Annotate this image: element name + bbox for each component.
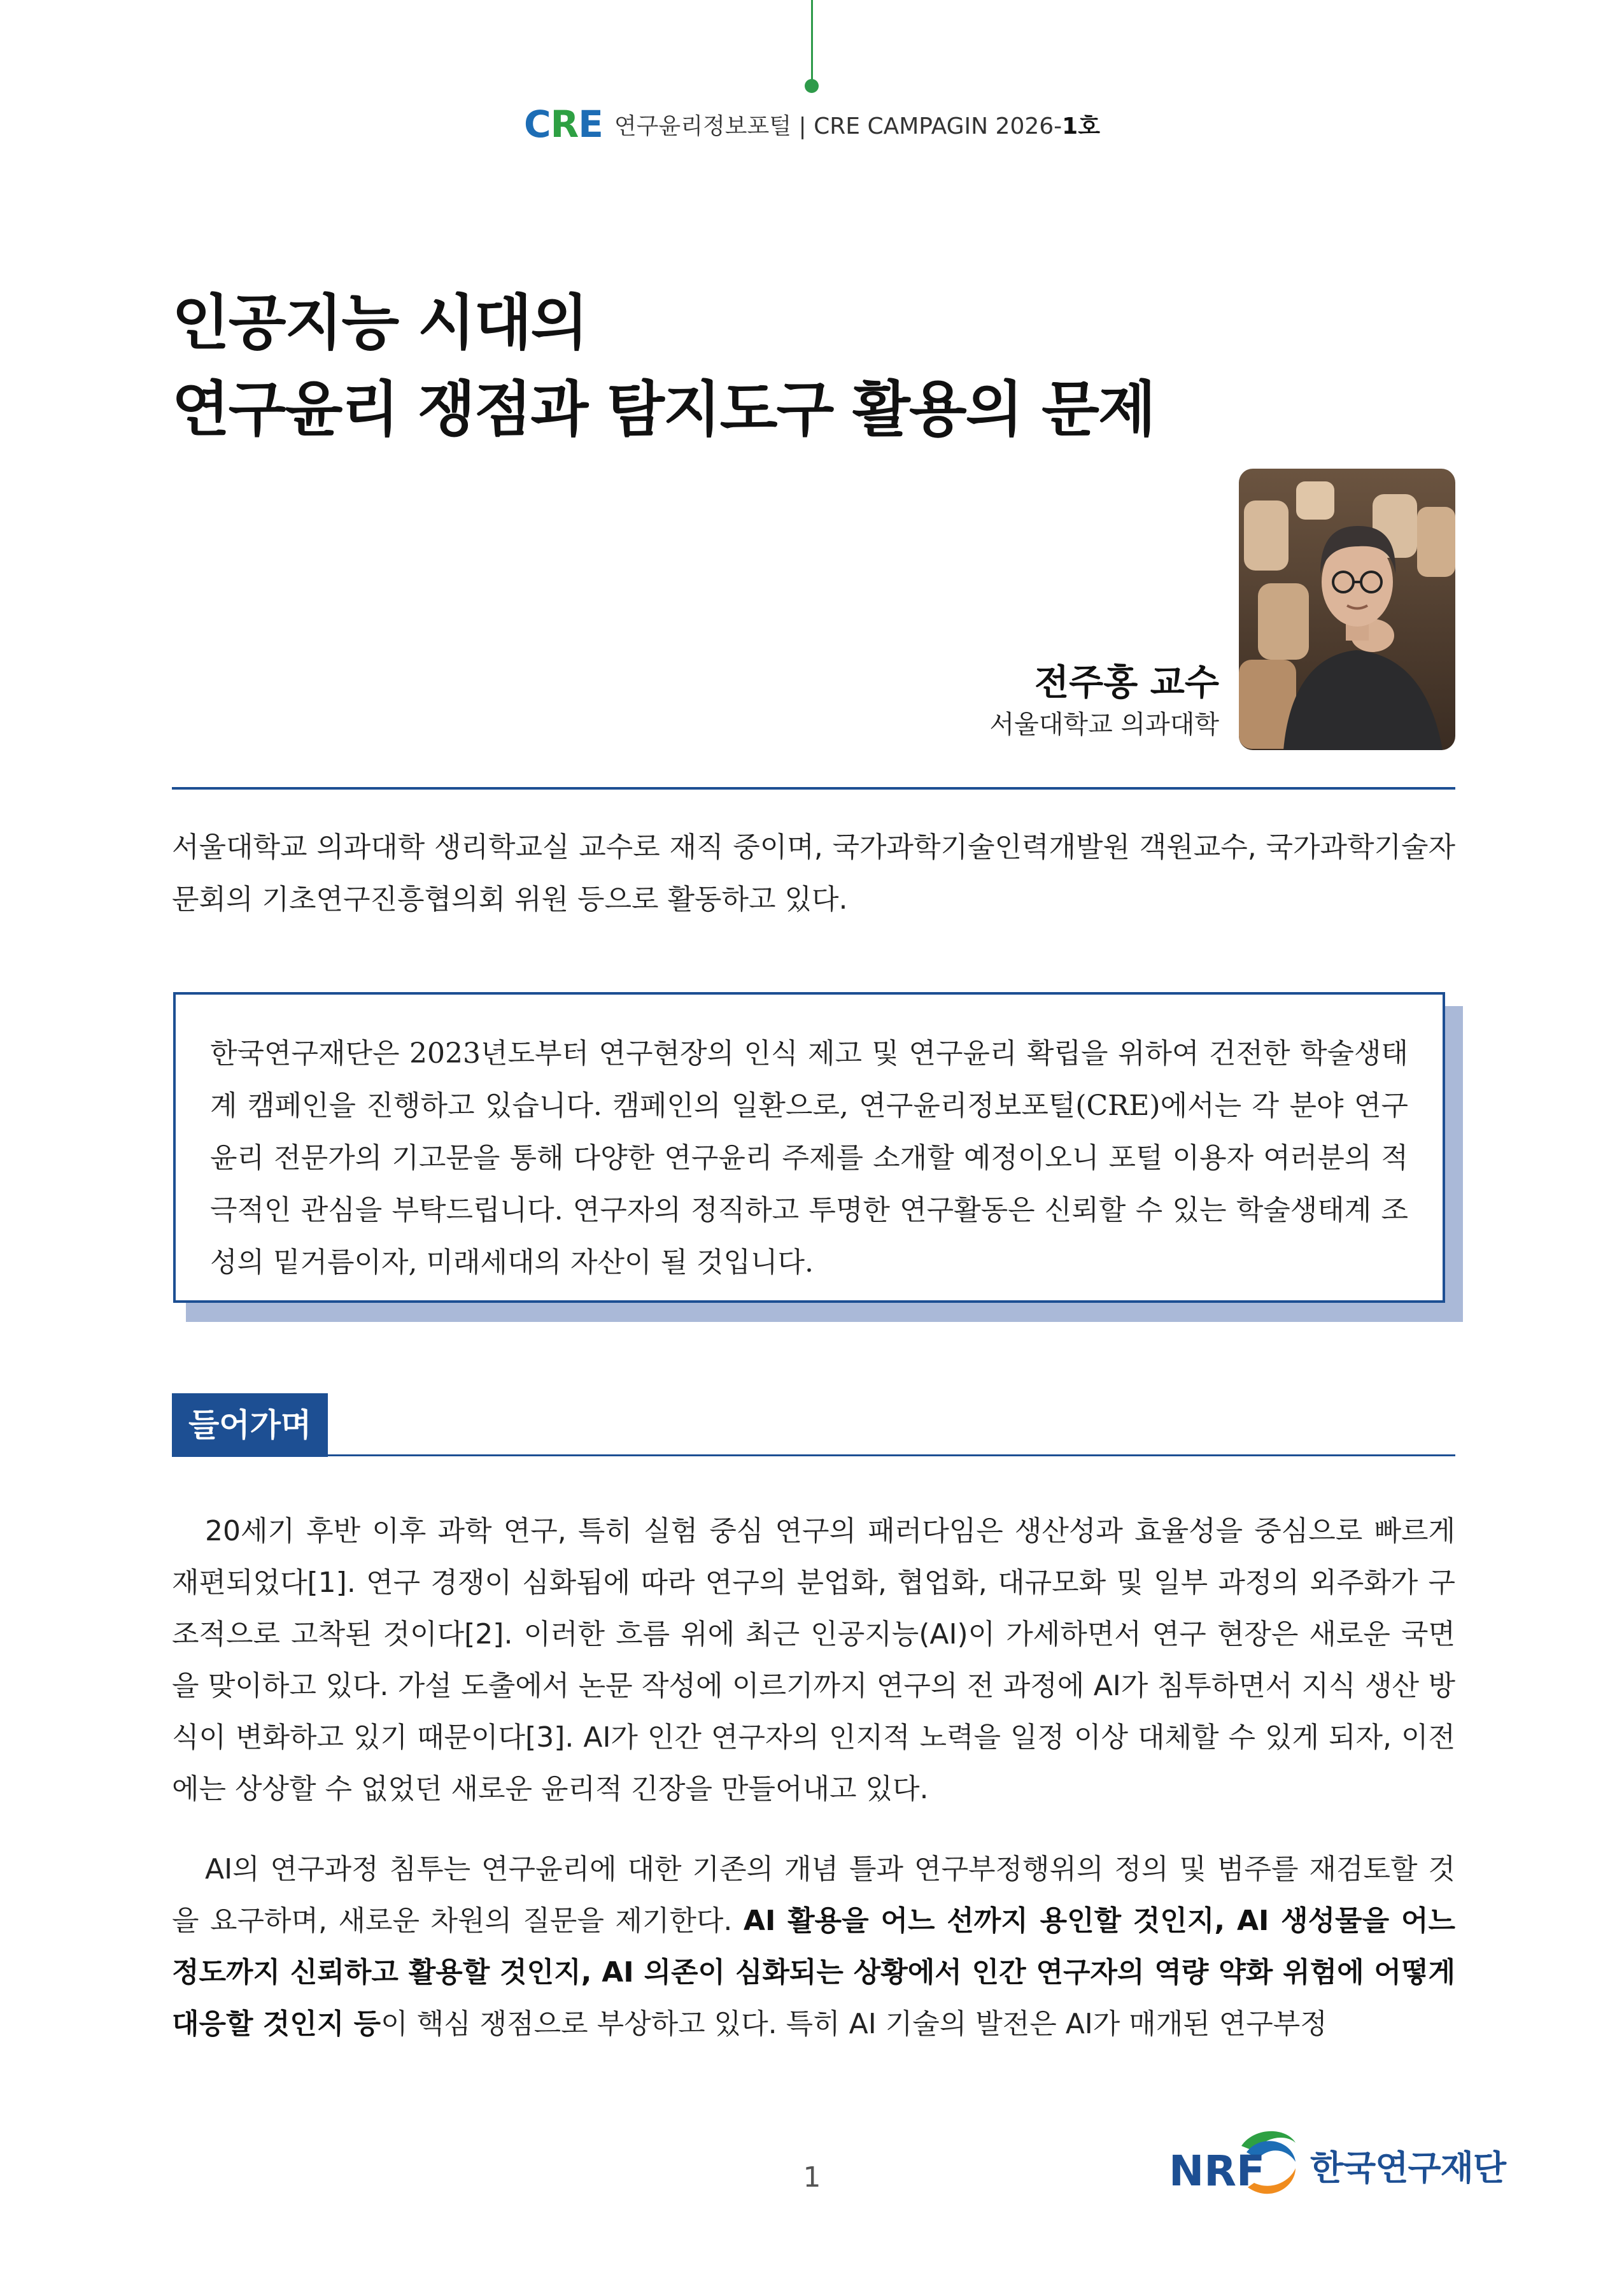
author-affiliation: 서울대학교 의과대학 — [989, 710, 1219, 739]
author-photo — [1239, 469, 1455, 750]
section-heading: 들어가며 — [172, 1393, 328, 1457]
body-paragraph-2: AI의 연구과정 침투는 연구윤리에 대한 기존의 개념 틀과 연구부정행위의 정의 및 범주를 재검토할 것을 요구하며, 새로운 차원의 질문을 제기한다. AI 활용을 어느 선까지 용인할 것인지, AI 생성물을 어느 정도까지 신뢰하고 활용할 것인지, AI 의존이 심화되는 상황에서 인간 연구자의 역량 약화 위험에 어떻게 대응할 것인지 등이 핵심 쟁점으로 부상하고 있다. 특히 AI 기술의 발전은 AI가 매개된 연구부정 — [172, 1853, 1456, 2040]
nrf-logo — [1165, 2127, 1506, 2203]
header-caption: 연구윤리정보포털 | CRE CAMPAGIN 2026-1호 — [614, 113, 1100, 139]
cre-logo: CRE — [524, 103, 603, 146]
body-paragraph-1: 20세기 후반 이후 과학 연구, 특히 실험 중심 연구의 패러다임은 생산성과 효율성을 중심으로 빠르게 재편되었다[1]. 연구 경쟁이 심화됨에 따라 연구의 분업화, 협업화, 대규모화 및 일부 과정의 외주화가 구조적으로 고착된 것이다[2]. 이러한 흐름 위에 최근 인공지능(AI)이 가세하면서 연구 현장은 새로운 국면을 맞이하고 있다. 가설 도출에서 논문 작성에 이르기까지 연구의 전 과정에 AI가 침투하면서 지식 생산 방식이 변화하고 있기 때문이다[3]. AI가 인간 연구자의 인지적 노력을 일정 이상 대체할 수 있게 되자, 이전에는 상상할 수 없었던 새로운 윤리적 긴장을 만들어내고 있다. — [172, 1515, 1455, 1805]
svg-text:NRF: NRF — [1169, 2147, 1266, 2196]
author-bio: 서울대학교 의과대학 생리학교실 교수로 재직 중이며, 국가과학기술인력개발원 객원교수, 국가과학기술자문회의 기초연구진흥협의회 위원 등으로 활동하고 있다. — [172, 831, 1455, 916]
article-title — [172, 280, 1155, 453]
body-paragraph-2-emphasis: AI 활용을 어느 선까지 용인할 것인지, AI 생성물을 어느 정도까지 신뢰하고 활용할 것인지, AI 의존이 심화되는 상황에서 인간 연구자의 역량 약화 위험에 어떻게 대응할 것인지 등 — [172, 1905, 1456, 2040]
top-decoration-line — [811, 0, 813, 84]
campaign-notice-text: 한국연구재단은 2023년도부터 연구현장의 인식 제고 및 연구윤리 확립을 위하여 건전한 학술생태계 캠페인을 진행하고 있습니다. 캠페인의 일환으로, 연구윤리정보포털(CRE)에서는 각 분야 연구윤리 전문가의 기고문을 통해 다양한 연구윤리 주제를 소개할 예정이오니 포털 이용자 여러분의 적극적인 관심을 부탁드립니다. 연구자의 정직하고 투명한 연구활동은 신뢰할 수 있는 학술생태계 조성의 밑거름이자, 미래세대의 자산이 될 것입니다. — [210, 1037, 1408, 1279]
article-title-line1: 인공지능 시대의 — [172, 288, 588, 358]
section-underline — [172, 1454, 1455, 1456]
author-block — [990, 661, 1219, 744]
article-title-line2: 연구윤리 쟁점과 탐지도구 활용의 문제 — [172, 375, 1155, 444]
campaign-notice-box — [173, 992, 1445, 1303]
page-number: 1 — [803, 2161, 821, 2194]
page-header — [0, 103, 1624, 146]
divider — [172, 787, 1455, 790]
nrf-emblem — [1165, 2127, 1299, 2203]
top-decoration-dot — [805, 79, 819, 93]
nrf-org-name: 한국연구재단 — [1310, 2147, 1506, 2188]
author-name: 전주홍 교수 — [1034, 662, 1219, 704]
